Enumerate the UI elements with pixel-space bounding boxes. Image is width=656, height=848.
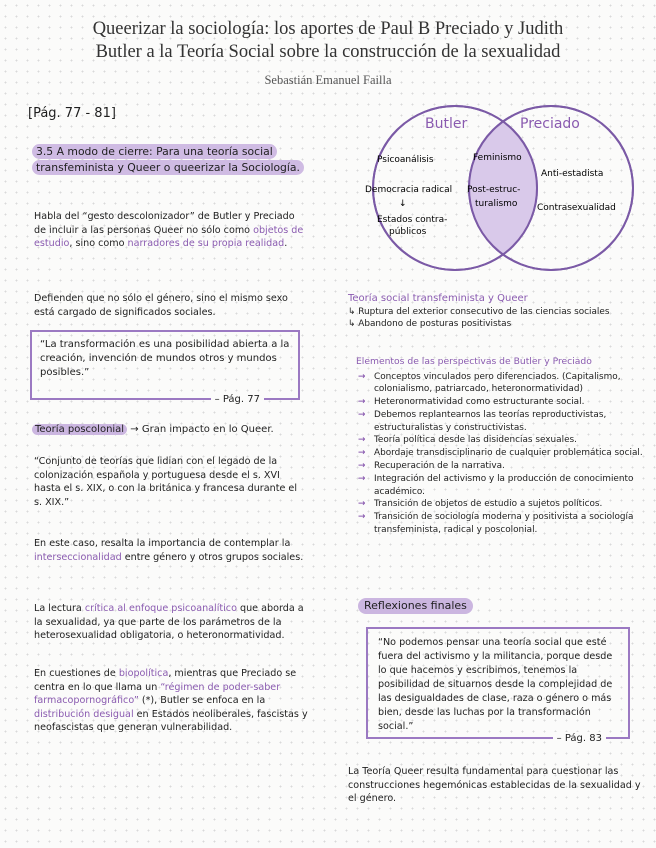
text: . bbox=[284, 238, 288, 249]
quote-text: “No podemos pensar una teoría social que esté fuera del activismo y la militancia, porque desde lo que hacemos y escribimos, tenemos la posibilidad de situarnos desde la complejidad de las desigualdades de clase, raza o género o más bien, desde las luchas por la transformación social.” bbox=[378, 637, 613, 732]
list-item: → Teoría política desde las disidencias sexuales. bbox=[356, 434, 646, 447]
venn-title-butler: Butler bbox=[425, 116, 468, 132]
text: (*), Butler se enfoca en la bbox=[138, 695, 266, 706]
highlight-intersectionality: interseccionalidad bbox=[34, 551, 122, 563]
text: , mientras que Preciado se centra en lo que llama un bbox=[34, 668, 297, 693]
arrow-icon: → bbox=[130, 424, 142, 435]
text: entre género y otros grupos sociales. bbox=[121, 551, 304, 563]
text: Habla del “gesto descolonizador” de Butler y Preciado de incluir a las personas Queer no sólo como bbox=[34, 211, 295, 236]
quote-reference: – Pág. 77 bbox=[211, 393, 264, 407]
quote-text: “La transformación es una posibilidad abierta a la creación, invención de mundos otros y mundos posibles.” bbox=[40, 339, 290, 378]
venn-diagram bbox=[355, 96, 645, 276]
venn-center-item: Feminismo bbox=[473, 153, 522, 163]
list-item: → Recuperación de la narrativa. bbox=[356, 460, 646, 473]
title-line-2: Butler a la Teoría Social sobre la construcción de la sexualidad bbox=[95, 42, 561, 62]
venn-left-item: Psicoanálisis bbox=[377, 155, 434, 165]
section-title-text: 3.5 A modo de cierre: Para una teoría social transfeminista y Queer o queerizar la Sociología. bbox=[32, 144, 304, 175]
highlight-distribution: distribución desigual bbox=[34, 708, 134, 720]
author-name: Sebastián Emanuel Failla bbox=[264, 73, 392, 87]
text: La lectura bbox=[34, 603, 85, 614]
quote-reference: – Pág. 83 bbox=[553, 732, 606, 746]
document-title bbox=[0, 18, 656, 64]
list-item: → Transición de objetos de estudio a sujetos políticos. bbox=[356, 498, 646, 511]
tsq-item: ↳ Ruptura del exterior consecutivo de las ciencias sociales bbox=[348, 306, 610, 317]
highlight-psychoanalysis: crítica al enfoque psicoanalítico bbox=[84, 603, 237, 614]
quote-box-1 bbox=[30, 330, 300, 405]
tsq-item: ↳ Abandono de posturas positivistas bbox=[348, 319, 512, 329]
closing-paragraph: La Teoría Queer resulta fundamental para cuestionar las construcciones hegemónicas establecidas de la sexualidad y el género. bbox=[348, 766, 641, 804]
highlight-narrators: narradores de su propia realidad bbox=[127, 238, 285, 249]
title-line-1: Queerizar la sociología: los aportes de Paul B Preciado y Judith bbox=[92, 19, 564, 39]
postcolonial-definition: “Conjunto de teorías que lidian con el legado de la colonización española y portuguesa desde el s. XVI hasta el s. XIX, o con la británica y francesa durante el s. XIX.” bbox=[34, 456, 297, 508]
venn-title-preciado: Preciado bbox=[520, 116, 580, 132]
paragraph-intersectionality bbox=[34, 537, 304, 564]
highlight-objects: objetos de estudio bbox=[34, 224, 304, 249]
venn-left-item: Democracia radical bbox=[365, 185, 453, 195]
postcolonial-impact: Gran impacto en lo Queer. bbox=[141, 424, 274, 435]
text: que aborda a la sexualidad, ya que parte de los parámetros de la heterosexualidad obligatoria, o heteronormatividad. bbox=[34, 603, 304, 641]
venn-left-item: ↓ bbox=[399, 199, 407, 209]
elements-title: Elementos de las perspectivas de Butler y Preciado bbox=[356, 356, 592, 367]
postcolonial-row bbox=[32, 423, 312, 437]
highlight-regime: “régimen de poder-saber farmacopornográfico” bbox=[34, 681, 281, 706]
list-item: → Transición de sociología moderna y positivista a sociología transfeminista, radical y poscolonial. bbox=[356, 511, 646, 537]
text: , sino como bbox=[69, 238, 128, 249]
list-item: → Heteronormatividad como estructurante social. bbox=[356, 396, 646, 409]
list-item: → Conceptos vinculados pero diferenciados. (Capitalismo, colonialismo, patriarcado, heteronormatividad) bbox=[356, 371, 646, 397]
page-range: [Pág. 77 - 81] bbox=[28, 106, 116, 121]
venn-right-item: Anti-estadista bbox=[541, 169, 604, 179]
reflections-title: Reflexiones finales bbox=[358, 598, 473, 614]
list-item: → Abordaje transdisciplinario de cualquier problemática social. bbox=[356, 447, 646, 460]
tsq-block bbox=[348, 292, 643, 331]
paragraph-decolonial bbox=[34, 210, 304, 251]
paragraph-psychoanalysis bbox=[34, 602, 309, 643]
text: en Estados neoliberales, fascistas y neofascistas que generan vulnerabilidad. bbox=[34, 708, 308, 733]
paragraph-sex-gender: Defienden que no sólo el género, sino el mismo sexo está cargado de significados sociales. bbox=[34, 293, 288, 318]
paragraph-biopolitics bbox=[34, 667, 309, 735]
quote-box-2 bbox=[366, 627, 630, 744]
venn-left-item: Estados contra- bbox=[377, 215, 448, 225]
elements-block bbox=[356, 355, 646, 537]
venn-center-item: turalismo bbox=[475, 199, 518, 209]
list-item: → Debemos replantearnos las teorías reproductivistas, estructuralistas y constructivistas. bbox=[356, 409, 646, 435]
highlight-biopolitics: biopolítica bbox=[118, 668, 169, 679]
text: En cuestiones de bbox=[34, 668, 119, 679]
elements-list bbox=[356, 371, 646, 537]
venn-left-item: públicos bbox=[389, 227, 427, 237]
text: En este caso, resalta la importancia de contemplar la bbox=[34, 538, 291, 549]
list-item: → Integración del activismo y la producción de conocimiento académico. bbox=[356, 473, 646, 499]
section-title bbox=[32, 144, 307, 175]
tsq-title: Teoría social transfeminista y Queer bbox=[348, 293, 528, 304]
venn-center-item: Post-estruc- bbox=[467, 185, 521, 195]
venn-right-item: Contrasexualidad bbox=[537, 203, 616, 213]
postcolonial-label: Teoría poscolonial bbox=[32, 424, 127, 435]
